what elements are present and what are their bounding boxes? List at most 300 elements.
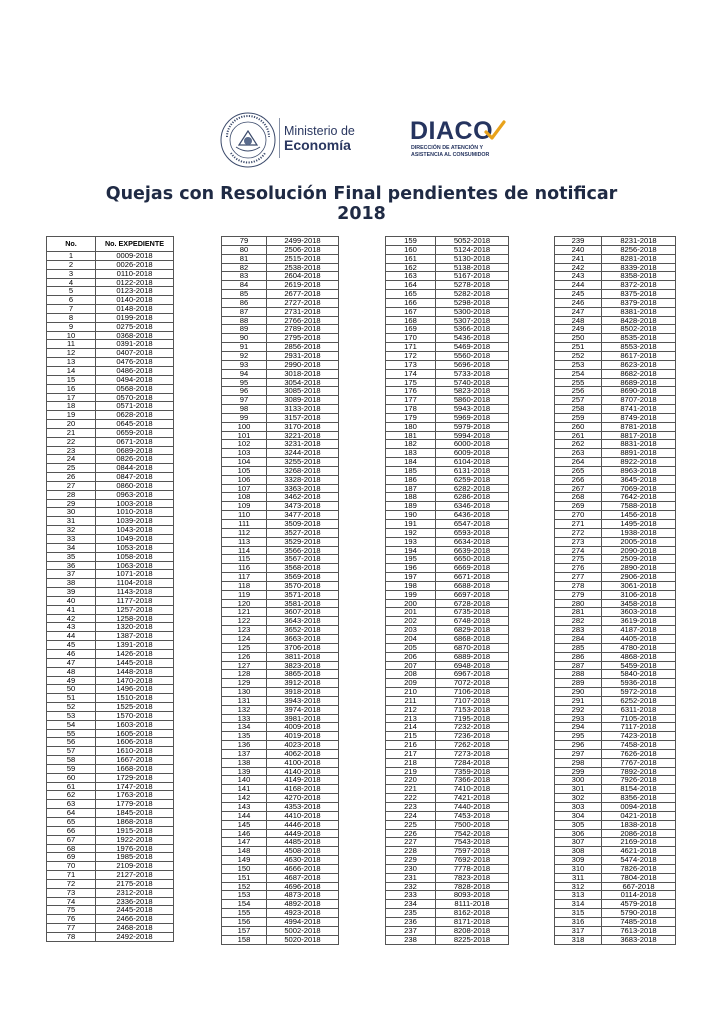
table-row xyxy=(386,926,509,935)
table-row xyxy=(222,413,339,422)
row-expediente: 4100-2018 xyxy=(267,758,339,767)
row-expediente: 1838-2018 xyxy=(602,820,676,829)
row-number: 210 xyxy=(386,688,436,697)
table-row xyxy=(386,440,509,449)
table-row xyxy=(47,543,174,552)
row-number: 161 xyxy=(386,254,436,263)
table-row xyxy=(386,581,509,590)
table-row xyxy=(222,608,339,617)
row-expediente: 5020-2018 xyxy=(267,935,339,944)
row-number: 183 xyxy=(386,449,436,458)
row-expediente: 2109-2018 xyxy=(96,862,174,871)
row-expediente: 4508-2018 xyxy=(267,847,339,856)
row-number: 318 xyxy=(555,935,602,944)
table-row xyxy=(386,369,509,378)
row-number: 33 xyxy=(47,535,96,544)
row-number: 228 xyxy=(386,847,436,856)
ministry-line1: Ministerio de xyxy=(284,124,355,138)
row-expediente: 5366-2018 xyxy=(436,325,509,334)
row-number: 114 xyxy=(222,546,267,555)
row-number: 111 xyxy=(222,520,267,529)
table-row xyxy=(222,528,339,537)
row-number: 134 xyxy=(222,723,267,732)
table-row xyxy=(555,652,676,661)
row-expediente: 0122-2018 xyxy=(96,278,174,287)
row-number: 113 xyxy=(222,537,267,546)
row-expediente: 3619-2018 xyxy=(602,617,676,626)
row-number: 138 xyxy=(222,758,267,767)
row-number: 69 xyxy=(47,853,96,862)
table-row xyxy=(386,475,509,484)
table-row xyxy=(555,661,676,670)
row-number: 62 xyxy=(47,791,96,800)
row-expediente: 1177-2018 xyxy=(96,596,174,605)
table-row xyxy=(555,520,676,529)
row-number: 294 xyxy=(555,723,602,732)
table-row xyxy=(555,431,676,440)
table-row xyxy=(555,679,676,688)
row-expediente: 6650-2018 xyxy=(436,555,509,564)
table-row xyxy=(386,281,509,290)
row-expediente: 0148-2018 xyxy=(96,305,174,314)
table-row xyxy=(386,838,509,847)
row-number: 31 xyxy=(47,517,96,526)
row-expediente: 3363-2018 xyxy=(267,484,339,493)
row-expediente: 0199-2018 xyxy=(96,313,174,322)
row-number: 25 xyxy=(47,464,96,473)
row-expediente: 3569-2018 xyxy=(267,573,339,582)
row-number: 261 xyxy=(555,431,602,440)
row-number: 68 xyxy=(47,844,96,853)
row-number: 110 xyxy=(222,511,267,520)
row-expediente: 6697-2018 xyxy=(436,590,509,599)
row-number: 103 xyxy=(222,449,267,458)
row-number: 17 xyxy=(47,393,96,402)
row-number: 89 xyxy=(222,325,267,334)
row-number: 275 xyxy=(555,555,602,564)
row-expediente: 1426-2018 xyxy=(96,649,174,658)
row-expediente: 1570-2018 xyxy=(96,711,174,720)
row-number: 314 xyxy=(555,900,602,909)
row-number: 5 xyxy=(47,287,96,296)
row-expediente: 1010-2018 xyxy=(96,508,174,517)
row-expediente: 0963-2018 xyxy=(96,490,174,499)
row-expediente: 2086-2018 xyxy=(602,829,676,838)
row-number: 281 xyxy=(555,608,602,617)
table-row xyxy=(222,334,339,343)
row-number: 242 xyxy=(555,263,602,272)
table-row xyxy=(47,738,174,747)
row-expediente: 1043-2018 xyxy=(96,526,174,535)
row-expediente: 1470-2018 xyxy=(96,676,174,685)
table-row xyxy=(47,428,174,437)
table-row xyxy=(47,393,174,402)
table-row xyxy=(47,358,174,367)
row-expediente: 7410-2018 xyxy=(436,785,509,794)
row-number: 51 xyxy=(47,694,96,703)
row-number: 293 xyxy=(555,714,602,723)
row-number: 67 xyxy=(47,835,96,844)
header-divider xyxy=(279,118,280,158)
row-expediente: 4873-2018 xyxy=(267,891,339,900)
row-expediente: 7588-2018 xyxy=(602,502,676,511)
table-row xyxy=(47,791,174,800)
row-number: 204 xyxy=(386,634,436,643)
row-expediente: 7107-2018 xyxy=(436,696,509,705)
row-number: 84 xyxy=(222,281,267,290)
table-row xyxy=(47,517,174,526)
row-number: 45 xyxy=(47,641,96,650)
table-row xyxy=(222,484,339,493)
row-number: 299 xyxy=(555,767,602,776)
row-number: 95 xyxy=(222,378,267,387)
row-expediente: 6252-2018 xyxy=(602,696,676,705)
row-number: 126 xyxy=(222,652,267,661)
table-row xyxy=(555,307,676,316)
row-number: 205 xyxy=(386,643,436,652)
row-number: 15 xyxy=(47,375,96,384)
row-number: 215 xyxy=(386,732,436,741)
row-expediente: 0568-2018 xyxy=(96,384,174,393)
table-row xyxy=(222,917,339,926)
table-row xyxy=(47,420,174,429)
row-expediente: 2766-2018 xyxy=(267,316,339,325)
row-expediente: 3607-2018 xyxy=(267,608,339,617)
row-number: 151 xyxy=(222,873,267,882)
table-row xyxy=(386,466,509,475)
row-number: 195 xyxy=(386,555,436,564)
row-number: 121 xyxy=(222,608,267,617)
table-row xyxy=(222,891,339,900)
row-expediente: 3231-2018 xyxy=(267,440,339,449)
row-expediente: 1747-2018 xyxy=(96,782,174,791)
row-expediente: 6868-2018 xyxy=(436,634,509,643)
row-number: 125 xyxy=(222,643,267,652)
table-row xyxy=(47,313,174,322)
row-expediente: 4353-2018 xyxy=(267,803,339,812)
row-number: 273 xyxy=(555,537,602,546)
table-row xyxy=(555,422,676,431)
table-row xyxy=(555,909,676,918)
row-number: 226 xyxy=(386,829,436,838)
row-expediente: 7892-2018 xyxy=(602,767,676,776)
table-row xyxy=(555,458,676,467)
row-expediente: 5979-2018 xyxy=(436,422,509,431)
row-number: 291 xyxy=(555,696,602,705)
row-number: 175 xyxy=(386,378,436,387)
row-expediente: 7284-2018 xyxy=(436,758,509,767)
row-number: 46 xyxy=(47,649,96,658)
row-number: 162 xyxy=(386,263,436,272)
row-expediente: 0570-2018 xyxy=(96,393,174,402)
row-number: 105 xyxy=(222,466,267,475)
row-expediente: 4687-2018 xyxy=(267,873,339,882)
row-number: 179 xyxy=(386,413,436,422)
row-number: 180 xyxy=(386,422,436,431)
row-expediente: 2538-2018 xyxy=(267,263,339,272)
row-number: 256 xyxy=(555,387,602,396)
row-number: 73 xyxy=(47,888,96,897)
row-number: 278 xyxy=(555,581,602,590)
table-row xyxy=(555,298,676,307)
table-row xyxy=(555,511,676,520)
row-expediente: 5459-2018 xyxy=(602,661,676,670)
row-expediente: 2789-2018 xyxy=(267,325,339,334)
table-row xyxy=(47,366,174,375)
row-number: 117 xyxy=(222,573,267,582)
row-expediente: 3106-2018 xyxy=(602,590,676,599)
table-row xyxy=(47,747,174,756)
row-expediente: 5969-2018 xyxy=(436,413,509,422)
row-number: 259 xyxy=(555,413,602,422)
table-row xyxy=(386,431,509,440)
row-number: 147 xyxy=(222,838,267,847)
table-row xyxy=(222,378,339,387)
row-number: 23 xyxy=(47,446,96,455)
table-row xyxy=(555,405,676,414)
table-row xyxy=(386,334,509,343)
row-number: 28 xyxy=(47,490,96,499)
row-number: 298 xyxy=(555,758,602,767)
row-number: 119 xyxy=(222,590,267,599)
row-number: 230 xyxy=(386,864,436,873)
row-expediente: 0009-2018 xyxy=(96,252,174,261)
table-row xyxy=(222,749,339,758)
row-expediente: 8817-2018 xyxy=(602,431,676,440)
row-expediente: 8358-2018 xyxy=(602,272,676,281)
table-row xyxy=(222,511,339,520)
table-row xyxy=(555,749,676,758)
table-row xyxy=(555,528,676,537)
table-row xyxy=(386,829,509,838)
row-expediente: 1605-2018 xyxy=(96,729,174,738)
table-row xyxy=(222,829,339,838)
row-expediente: 3244-2018 xyxy=(267,449,339,458)
row-number: 248 xyxy=(555,316,602,325)
row-expediente: 7500-2018 xyxy=(436,820,509,829)
table-row xyxy=(47,879,174,888)
table-row xyxy=(47,694,174,703)
row-number: 270 xyxy=(555,511,602,520)
row-expediente: 1104-2018 xyxy=(96,579,174,588)
row-number: 165 xyxy=(386,290,436,299)
table-row xyxy=(47,915,174,924)
row-expediente: 3061-2018 xyxy=(602,581,676,590)
table-row xyxy=(222,599,339,608)
row-expediente: 7421-2018 xyxy=(436,794,509,803)
table-row xyxy=(386,643,509,652)
row-number: 47 xyxy=(47,658,96,667)
row-expediente: 0407-2018 xyxy=(96,349,174,358)
row-number: 155 xyxy=(222,909,267,918)
table-header-row xyxy=(47,237,174,252)
row-expediente: 1049-2018 xyxy=(96,535,174,544)
row-number: 213 xyxy=(386,714,436,723)
row-number: 296 xyxy=(555,741,602,750)
row-expediente: 3652-2018 xyxy=(267,626,339,635)
row-number: 75 xyxy=(47,906,96,915)
row-expediente: 5943-2018 xyxy=(436,405,509,414)
table-row xyxy=(555,935,676,944)
table-row xyxy=(47,853,174,862)
row-number: 43 xyxy=(47,623,96,632)
table-row xyxy=(386,873,509,882)
table-row xyxy=(386,343,509,352)
row-expediente: 4187-2018 xyxy=(602,626,676,635)
row-expediente: 5130-2018 xyxy=(436,254,509,263)
row-number: 301 xyxy=(555,785,602,794)
row-expediente: 2727-2018 xyxy=(267,298,339,307)
row-number: 124 xyxy=(222,634,267,643)
row-number: 203 xyxy=(386,626,436,635)
row-number: 29 xyxy=(47,499,96,508)
table-row xyxy=(555,856,676,865)
table-row xyxy=(222,626,339,635)
row-expediente: 5994-2018 xyxy=(436,431,509,440)
row-number: 164 xyxy=(386,281,436,290)
row-expediente: 5002-2018 xyxy=(267,926,339,935)
row-expediente: 3811-2018 xyxy=(267,652,339,661)
table-row xyxy=(222,776,339,785)
row-number: 145 xyxy=(222,820,267,829)
table-row xyxy=(386,272,509,281)
table-row xyxy=(222,564,339,573)
row-expediente: 3529-2018 xyxy=(267,537,339,546)
row-expediente: 0645-2018 xyxy=(96,420,174,429)
row-expediente: 7828-2018 xyxy=(436,882,509,891)
row-expediente: 6259-2018 xyxy=(436,475,509,484)
row-expediente: 4485-2018 xyxy=(267,838,339,847)
table-row xyxy=(555,599,676,608)
table-row xyxy=(555,369,676,378)
table-row xyxy=(555,714,676,723)
row-expediente: 6728-2018 xyxy=(436,599,509,608)
row-number: 120 xyxy=(222,599,267,608)
row-expediente: 8749-2018 xyxy=(602,413,676,422)
row-number: 271 xyxy=(555,520,602,529)
row-expediente: 5167-2018 xyxy=(436,272,509,281)
row-number: 194 xyxy=(386,546,436,555)
row-number: 42 xyxy=(47,614,96,623)
table-row xyxy=(555,281,676,290)
row-expediente: 8171-2018 xyxy=(436,917,509,926)
row-number: 64 xyxy=(47,809,96,818)
row-expediente: 5474-2018 xyxy=(602,856,676,865)
row-expediente: 2090-2018 xyxy=(602,546,676,555)
table-row xyxy=(47,932,174,941)
row-expediente: 1938-2018 xyxy=(602,528,676,537)
row-expediente: 1320-2018 xyxy=(96,623,174,632)
table-row xyxy=(386,714,509,723)
row-number: 264 xyxy=(555,458,602,467)
row-number: 186 xyxy=(386,475,436,484)
table-row xyxy=(555,626,676,635)
row-number: 316 xyxy=(555,917,602,926)
expedientes-table-col4 xyxy=(554,236,676,945)
row-number: 34 xyxy=(47,543,96,552)
row-expediente: 1525-2018 xyxy=(96,703,174,712)
diaco-subtitle-line2: ASISTENCIA AL CONSUMIDOR xyxy=(411,151,490,158)
row-expediente: 1915-2018 xyxy=(96,826,174,835)
row-expediente: 1922-2018 xyxy=(96,835,174,844)
row-number: 132 xyxy=(222,705,267,714)
row-expediente: 2468-2018 xyxy=(96,924,174,933)
row-expediente: 5052-2018 xyxy=(436,237,509,246)
row-expediente: 8381-2018 xyxy=(602,307,676,316)
table-row xyxy=(222,520,339,529)
row-number: 310 xyxy=(555,864,602,873)
row-expediente: 0123-2018 xyxy=(96,287,174,296)
row-number: 302 xyxy=(555,794,602,803)
row-number: 266 xyxy=(555,475,602,484)
table-row xyxy=(386,537,509,546)
row-expediente: 2127-2018 xyxy=(96,871,174,880)
row-number: 66 xyxy=(47,826,96,835)
row-number: 58 xyxy=(47,756,96,765)
row-number: 36 xyxy=(47,561,96,570)
row-expediente: 6967-2018 xyxy=(436,670,509,679)
row-number: 176 xyxy=(386,387,436,396)
row-expediente: 5300-2018 xyxy=(436,307,509,316)
table-row xyxy=(222,316,339,325)
row-expediente: 1603-2018 xyxy=(96,720,174,729)
table-row xyxy=(47,835,174,844)
table-row xyxy=(47,579,174,588)
table-row xyxy=(47,818,174,827)
row-number: 265 xyxy=(555,466,602,475)
table-row xyxy=(386,661,509,670)
row-expediente: 7778-2018 xyxy=(436,864,509,873)
table-row xyxy=(222,803,339,812)
row-expediente: 7804-2018 xyxy=(602,873,676,882)
table-row xyxy=(47,924,174,933)
row-number: 24 xyxy=(47,455,96,464)
table-row xyxy=(555,891,676,900)
diaco-logo xyxy=(410,118,530,162)
row-number: 172 xyxy=(386,351,436,360)
table-row xyxy=(222,387,339,396)
row-expediente: 1868-2018 xyxy=(96,818,174,827)
row-expediente: 6436-2018 xyxy=(436,511,509,520)
row-expediente: 4868-2018 xyxy=(602,652,676,661)
row-expediente: 7626-2018 xyxy=(602,749,676,758)
table-row xyxy=(222,732,339,741)
row-number: 238 xyxy=(386,935,436,944)
row-expediente: 6748-2018 xyxy=(436,617,509,626)
row-number: 41 xyxy=(47,605,96,614)
row-number: 289 xyxy=(555,679,602,688)
row-number: 19 xyxy=(47,411,96,420)
row-number: 307 xyxy=(555,838,602,847)
table-row xyxy=(47,641,174,650)
row-expediente: 0486-2018 xyxy=(96,366,174,375)
row-expediente: 1445-2018 xyxy=(96,658,174,667)
row-number: 211 xyxy=(386,696,436,705)
row-number: 49 xyxy=(47,676,96,685)
row-expediente: 6948-2018 xyxy=(436,661,509,670)
row-expediente: 1448-2018 xyxy=(96,667,174,676)
table-row xyxy=(222,696,339,705)
row-expediente: 6688-2018 xyxy=(436,581,509,590)
table-row xyxy=(555,396,676,405)
row-expediente: 7453-2018 xyxy=(436,811,509,820)
row-number: 99 xyxy=(222,413,267,422)
row-expediente: 1003-2018 xyxy=(96,499,174,508)
table-row xyxy=(47,437,174,446)
row-expediente: 7440-2018 xyxy=(436,803,509,812)
row-expediente: 4892-2018 xyxy=(267,900,339,909)
row-expediente: 4446-2018 xyxy=(267,820,339,829)
